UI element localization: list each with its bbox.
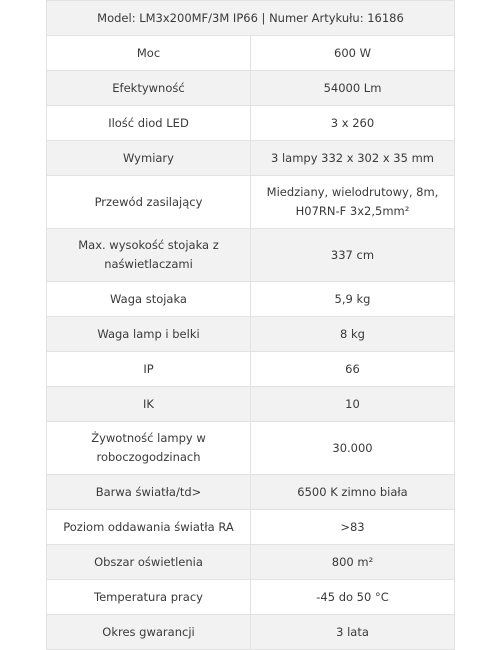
table-row [47, 176, 455, 229]
row-value: 66 [251, 352, 455, 387]
row-label: IK [47, 387, 251, 422]
row-value: >83 [251, 510, 455, 545]
row-value: Miedziany, wielodrutowy, 8m, H07RN-F 3x2,5mm² [251, 176, 455, 229]
table-row [47, 352, 455, 387]
table-row [47, 475, 455, 510]
table-row [47, 317, 455, 352]
table-row [47, 141, 455, 176]
row-label: Waga stojaka [47, 282, 251, 317]
table-row [47, 615, 455, 650]
row-label: Barwa światła/td> [47, 475, 251, 510]
spec-table [46, 0, 455, 650]
table-row [47, 229, 455, 282]
table-row [47, 36, 455, 71]
table-row [47, 106, 455, 141]
table-row [47, 545, 455, 580]
table-row [47, 387, 455, 422]
row-value: 3 lata [251, 615, 455, 650]
table-row [47, 422, 455, 475]
row-value: 600 W [251, 36, 455, 71]
row-value: 3 lampy 332 x 302 x 35 mm [251, 141, 455, 176]
row-value: 5,9 kg [251, 282, 455, 317]
table-header-row [47, 1, 455, 36]
table-header: Model: LM3x200MF/3M IP66 | Numer Artykułu: 16186 [47, 1, 455, 36]
row-value: 54000 Lm [251, 71, 455, 106]
table-row [47, 580, 455, 615]
row-label: Ilość diod LED [47, 106, 251, 141]
row-label: Przewód zasilający [47, 176, 251, 229]
row-label: IP [47, 352, 251, 387]
table-row [47, 282, 455, 317]
row-label: Waga lamp i belki [47, 317, 251, 352]
table-row [47, 510, 455, 545]
row-value: 6500 K zimno biała [251, 475, 455, 510]
row-label: Poziom oddawania światła RA [47, 510, 251, 545]
row-label: Temperatura pracy [47, 580, 251, 615]
table-row [47, 71, 455, 106]
row-value: 30.000 [251, 422, 455, 475]
row-value: -45 do 50 °C [251, 580, 455, 615]
row-value: 800 m² [251, 545, 455, 580]
row-value: 3 x 260 [251, 106, 455, 141]
row-label: Max. wysokość stojaka z naświetlaczami [47, 229, 251, 282]
row-label: Wymiary [47, 141, 251, 176]
row-label: Okres gwarancji [47, 615, 251, 650]
row-value: 337 cm [251, 229, 455, 282]
row-label: Żywotność lampy w roboczogodzinach [47, 422, 251, 475]
row-value: 10 [251, 387, 455, 422]
row-value: 8 kg [251, 317, 455, 352]
row-label: Efektywność [47, 71, 251, 106]
row-label: Obszar oświetlenia [47, 545, 251, 580]
row-label: Moc [47, 36, 251, 71]
